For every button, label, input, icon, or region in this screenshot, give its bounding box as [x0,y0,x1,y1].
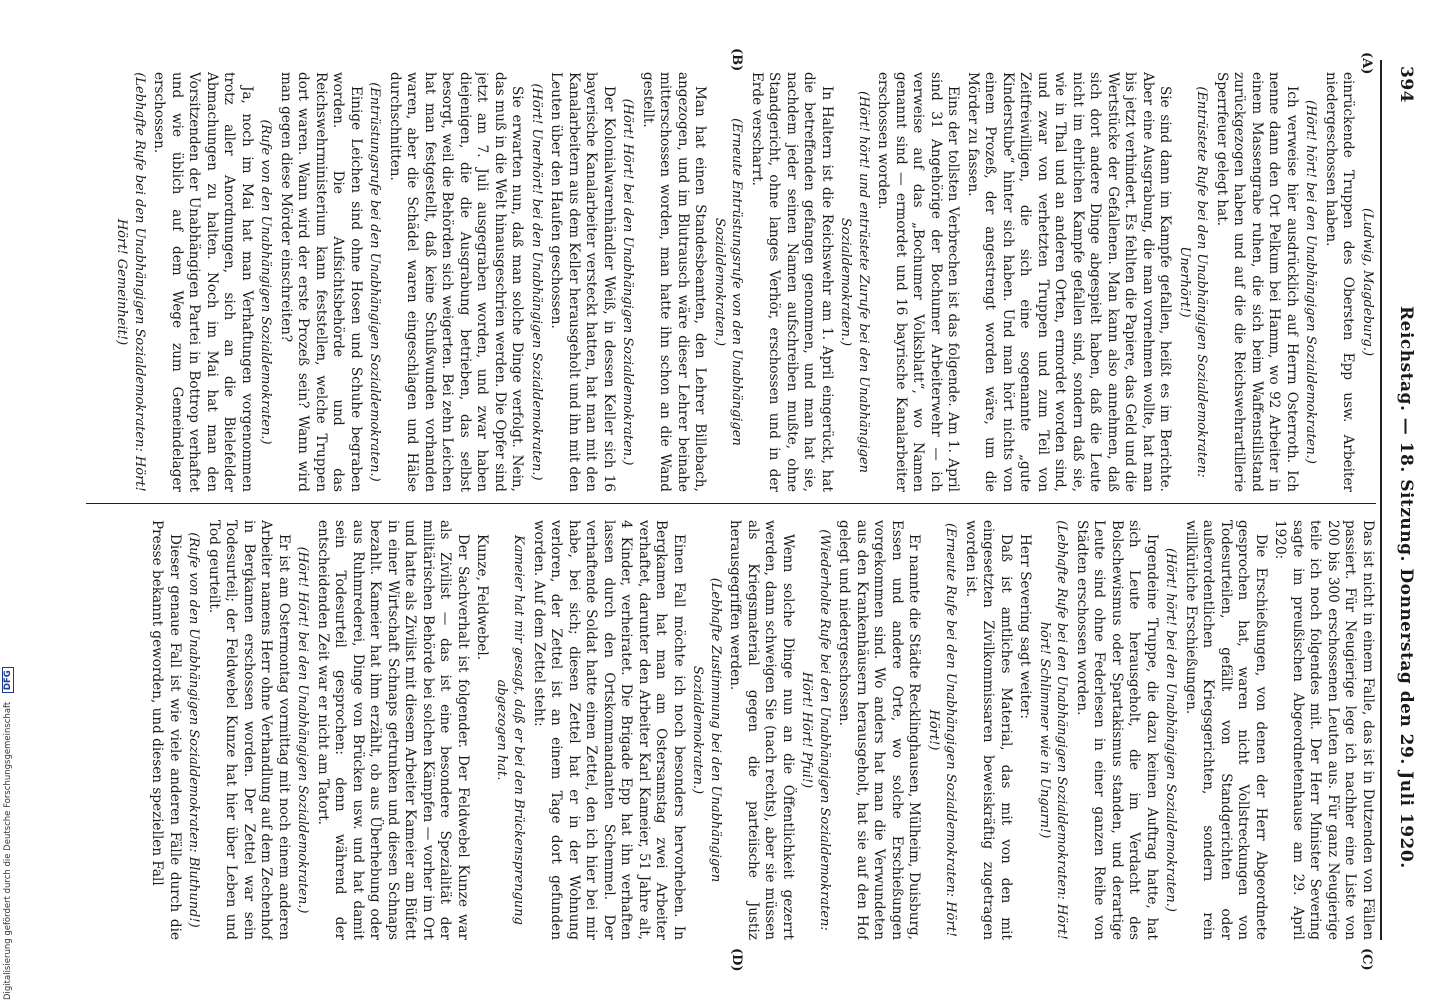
interjection: Kameier hat mir gesagt, daß er bei den Brückensprengung abgezogen hat. [494,534,527,926]
margin-mark-a: (A) [1359,52,1374,75]
paragraph: Sie sind dann im Kampfe gefallen, heißt es im Berichte. Aber eine Ausgrabung, die man vornehmen wollte, hat man bis jetzt verhindert. Es fehlten die Papiere, das Geld und die Wertstücke der Gefallenen. Man kann also annehmen, daß sich dort andere Dinge abgespielt haben, daß die Leute nicht im ehrlichen Kampfe gefallen sind, sondern daß sie, wie in Thal und an anderen Orten, ermordet worden sind, und zwar von verhetzten Truppen und zum Teil von Zeitfreiwilligen, die sich eine sogenannte „gute Kinderstube“ hinter sich haben. Und man hört nichts von einem Prozeß, der angestrengt worden wäre, um die Mörder zu fassen. [965,72,1174,492]
interjection: (Lebhafte Rufe bei den Unabhängigen Sozialdemokraten: Hört! hört! Schlimmer wie in Ungarn!) [1037,520,1070,940]
paragraph: Irgendeine Truppe, die dazu keinen Auftrag hatte, hat sich Leute herausgeholt, die im Verdacht des Bolschewismus oder Spartakismus standen, und derartige Leute sind ohne Federlesen in einer ganzen Reihe von Städten erschossen worden. [1074,520,1160,940]
margin-mark-d: (D) [729,948,744,972]
paragraph: Einige Leichen sind ohne Hosen und Schuhe begraben worden. Die Aufsichtsbehörde und das Reichswehrministerium kann feststellen, welche Truppen dort waren. Wann wird der erste Prozeß sein? Wann wird man gegen diese Mörder einschreiten? [278,72,364,492]
interjection: (Entrüstete Rufe bei den Unabhängigen Sozialdemokraten: Unerhört!) [1177,86,1210,478]
interjection: (Rufe von den Unabhängigen Sozialdemokraten: Bluthund!) [186,532,202,928]
paragraph: Dieser genaue Fall ist wie viele anderen Fälle durch die Presse bekannt geworden, und diesen speziellen Fall [149,520,183,940]
paragraph: Kunze, Feldwebel. [474,534,491,661]
paragraph: Er ist am Ostermontag vormittag mit noch einem anderen Arbeiter namens Herr ohne Verhandlung auf dem Zechenhof in Bergkamen erschossen worden. Der Zettel war sein Todesurteil; der Feldwebel Kunze hat hier über Leben und Tod geurteilt. [206,520,292,940]
paragraph: Ja, noch im Mai hat man Verhaftungen vorgenommen trotz aller Anordnungen, sich an die Bielefelder Abmachungen zu halten. Noch im Mai hat man den Vorsitzenden der Unabhängigen Partei in Bottrop verhaftet und wie üblich auf dem Wege zum Gemeindelager erschossen. [151,72,255,492]
interjection: (Hört! hört! bei den Unabhängigen Sozialdemokraten.) [1303,100,1319,464]
paragraph: In Haltern ist die Reichswehr am 1. April eingerückt, hat die betreffenden gefangen genommen, und man hat sie, nachdem jeder seinen Namen aufschreiben mußte, ohne Standgericht, ohne langes Verhör, erschossen und in der Erde verscharrt. [749,72,835,492]
paragraph: Ich verweise hier ausdrücklich auf Herrn Osterroth. Ich nenne dann den Ort Pelkum bei Hamm, wo 92 Arbeiter in einem Massengrabe ruhen, die sich beim Waffenstillstand zurückgezogen haben und auf die die Reichswehrartillerie Sperrfeuer gelegt hat. [1214,72,1300,492]
paragraph: Der Kolonialwarenhändler Weiß, in dessen Keller sich 16 bayerische Kanalarbeiter versteckt hatten, hat man mit den Kanalarbeitern aus dem Keller herausgeholt und ihn mit den Leuten über den Haufen geschossen. [548,72,617,492]
header-rule [1380,60,1382,940]
paragraph: Er nannte die Städte Recklinghausen, Mülheim, Duisburg, Essen und andere Orte, wo solche Erschießungen vorgekommen sind. Wo anders hat man die Verwundeten aus den Krankenhäusern herausgeholt, hat sie auf den Hof gelegt und niedergeschossen. [836,520,923,940]
dfg-logo: DFG [2,667,14,693]
column-divider [86,503,1376,504]
margin-mark-b: (B) [729,48,744,72]
interjection: (Hört! hört! und entrüstete Zurufe bei den Unabhängigen Sozialdemokraten.) [838,91,871,473]
funding-note: Digitalisierung gefördert durch die Deutsche Forschungsgemeinschaft [3,701,13,1000]
interjection: (Hört! Unerhört! bei den Unabhängigen Sozialdemokraten.) [529,83,544,481]
paragraph: Die Erschießungen, von denen der Herr Abgeordnete gesprochen hat, waren nicht Vollstreckungen von Todesurteilen, gefällt von Standgerichten oder außerordentlichen Kriegsgerichten, sondern rein willkürliche Erschießungen. [1183,520,1269,940]
interjection: (Erneute Entrüstungsrufe von den Unabhängigen Sozialdemokraten.) [712,118,745,446]
paragraph: einrückende Truppen des Obersten Epp usw. Arbeiter niedergeschossen haben. [1323,72,1357,492]
interjection: (Entrüstungsrufe bei den Unabhängigen Sozialdemokraten.) [367,82,383,482]
paragraph: Der Sachverhalt ist folgender. Der Feldwebel Kunze war als Zivilist — das ist eine besondere Spezialität der militärischen Behörde bei solchen Kämpfen — vorher im Ort und hatte als Zivilist mit diesem Arbeiter Kameier am Büfett in einer Wirtschaft Schnaps getrunken und diesen Schnaps bezahlt. Kameier hat ihm erzählt, ob aus Überhebung oder aus Ruhmrederei, Dinge von Brücken usw. und hat damit sein Todesurteil gesprochen: denn während der entscheidenden Zeit war er nicht am Tatort. [315,520,471,940]
paragraph: Wenn solche Dinge nun an die Öffentlichkeit gezerrt werden, dann schweigen Sie (nach rechts), aber sie müssen als Kriegsmaterial gegen die parteiische Justiz herausgegriffen werden. [727,520,796,940]
page-number: 394 [1396,66,1416,103]
interjection: (Lebhafte Zustimmung bei den Unabhängigen Sozialdemokraten.) [690,577,723,883]
page-title: Reichstag. — 18. Sitzung. Donnerstag den 29. Juli 1920. [1396,306,1416,869]
margin-mark-c: (C) [1359,948,1374,971]
paragraph: Das ist nicht in einem Falle, das ist in Dutzenden von Fällen passiert. Für Neugierige lege ich nachher eine Liste von 200 bis 300 erschossenen Leuten aus. Für ganz Neugierige teile ich noch folgendes mit. Der Herr Minister Severing sagte im preußischen Abgeordnetenhause am 29. April 1920: [1272,520,1376,940]
digitization-footer [2,0,14,1000]
paragraph: Einen Fall möchte ich noch besonders hervorheben. In Bergkamen hat man am Ostersamstag zwei Arbeiter verhaftet, darunter den Arbeiter Karl Kameier, 51 Jahre alt, 4 Kinder, verheiratet. Die Brigade Epp hat ihn verhaften lassen durch den Ortskommandanten Schemmel. Der verhaftende Soldat hatte einen Zettel, den ich hier bei mir habe, bei sich; diesen Zettel hat er in der Wohnung verloren, der Zettel ist an einem Tage dort gefunden worden. Auf dem Zettel steht: [531,520,687,940]
interjection: (Lebhafte Rufe bei den Unabhängigen Sozialdemokraten: Hört! Hört! Gemeinheit!) [114,72,147,492]
interjection: (Erneute Rufe bei den Unabhängigen Sozialdemokraten: Hört! Hört!) [926,522,959,938]
interjection: (Hört! Hört! bei den Unabhängigen Sozialdemokraten.) [295,546,311,914]
right-text-column [86,520,1376,940]
interjection: (Wiederholte Rufe bei den Unabhängigen Sozialdemokraten: Hört! Hört! Pfui!) [799,529,832,931]
paragraph: Daß ist amtliches Material, das mit von den mit eingesetzten Zivilkommissaren beweiskräftig zugetragen worden ist. [963,520,1014,940]
interjection: (Hört! Hört! bei den Unabhängigen Sozialdemokraten.) [620,98,636,466]
left-text-column [86,72,1376,492]
paragraph: Sie erwarten nun, daß man solche Dinge verfolgt. Nein, das muß in die Welt hinausgeschrien werden. Die Opfer sind jetzt am 7. Juli ausgegraben worden, und zwar haben diejenigen, die die Ausgrabung betrieben, das selbst besorgt, weil die Behörden sich weigerten. Bei zehn Leichen hat man festgestellt, daß keine Schußwunden vorhanden waren, aber die Schädel waren eingeschlagen und Hälse durchschnitten. [387,72,526,492]
paragraph: Eins der tollsten Verbrechen ist das folgende. Am 1. April sind 31 Angehörige der Bochumer Arbeiterwehr — ich verweise auf das „Bochumer Volksblatt“, wo Namen genannt sind — ermordet und 16 bayrische Kanalarbeiter erschossen worden. [875,72,962,492]
page-header [1386,66,1416,946]
paragraph: Man hat einen Standesbeamten, den Lehrer Billebach, angezogen, und im Blutrausch wäre dieser Lehrer beinahe mitterschossen worden, man hatte ihn schon an die Wand gestellt. [640,72,709,492]
interjection: (Hört! hört! bei den Unabhängigen Sozialdemokraten.) [1163,548,1179,912]
interjection: (Rufe von den Unabhängigen Sozialdemokraten.) [258,119,274,445]
interjection: (Ludwig, Magdeburg.) [1360,207,1375,357]
paragraph: Herr Severing sagt weiter: [1017,534,1034,720]
